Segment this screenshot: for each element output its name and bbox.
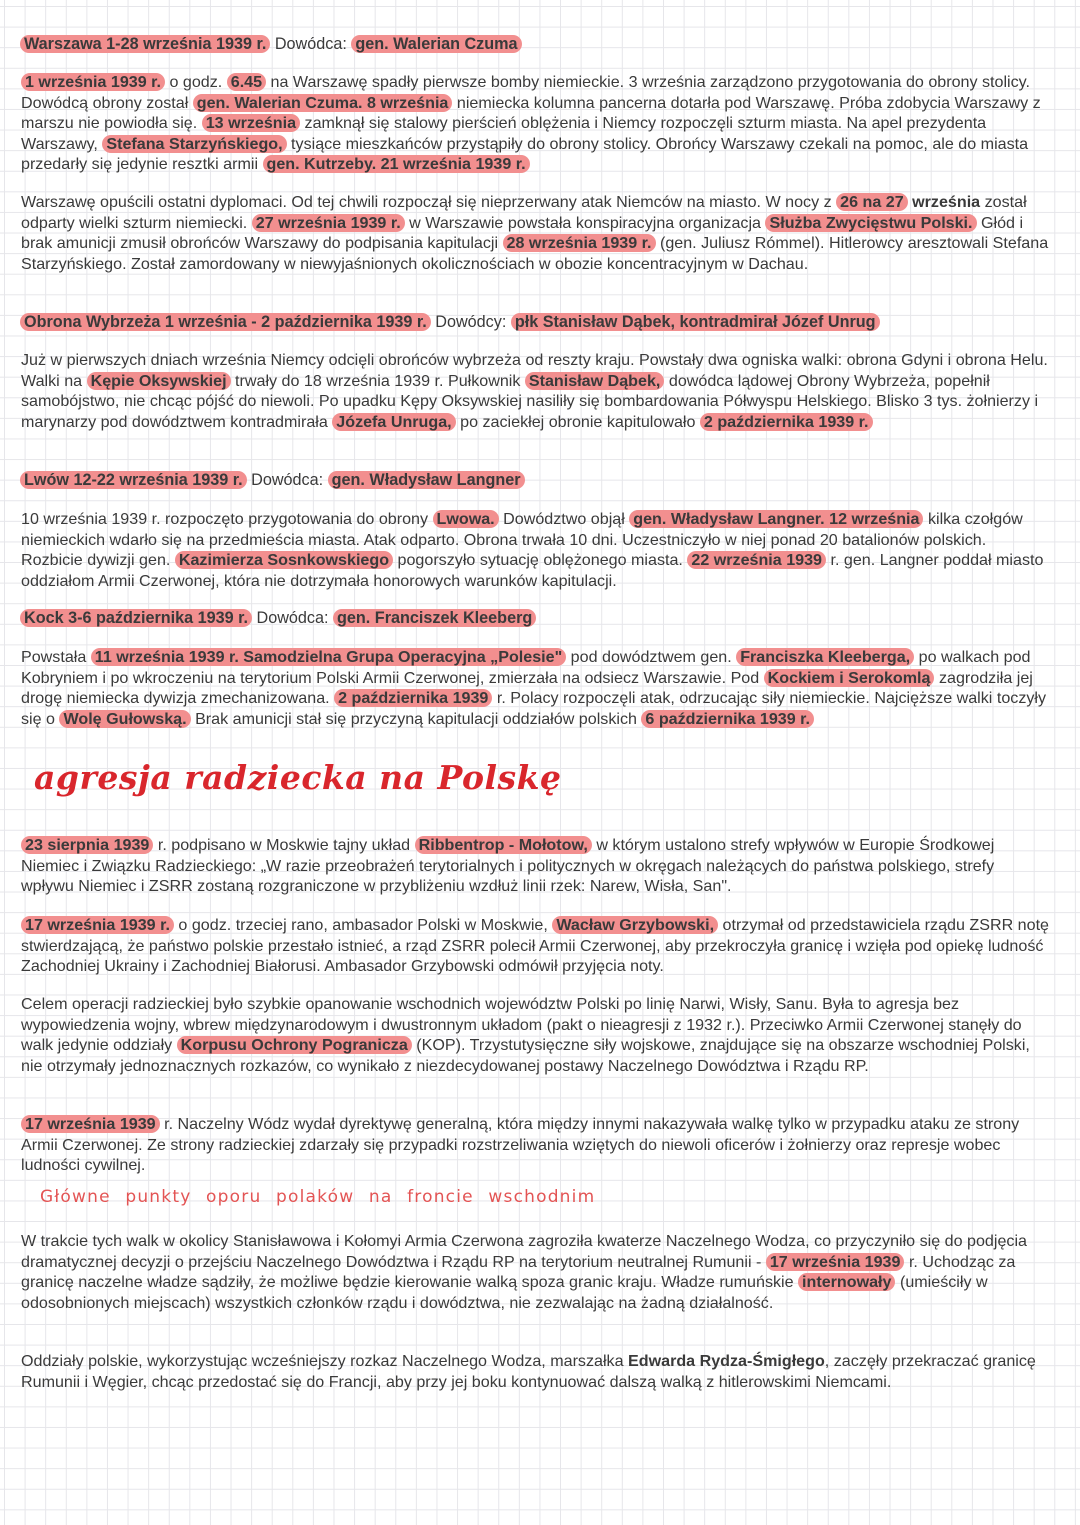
paragraph-lwow: 10 września 1939 r. rozpoczęto przygotowania do obrony Lwowa. Dowództwo objął gen. Władysław Langner. 12 września kilka czołgów niemieckich wdarło się na przedmieścia miasta. Atak odparto. Obrona trwała 10 dni. Uczestniczyło w niej ponad 20 batalionów polskich. Rozbicie dywizji gen. Kazimierza Sosnkowskiego pogorszyło sytuację oblężonego miasta. 22 września 1939 r. gen. Langner poddał miasto oddziałom Armii Czerwonej, która nie dotrzymała honorowych warunków kapitulacji. [21, 510, 1044, 590]
paragraph-agresja-3: Celem operacji radzieckiej było szybkie opanowanie wschodnich województw Polski po linię Narwi, Wisły, Sanu. Była to agresja bez wypowiedzenia wojny, wbrew międzynarodowym i dwustronnym układom (pakt o nieagresji z 1932 r.). Przeciwko Armii Czerwonej stanęły do walk jedynie oddziały Korpusu Ochrony Pogranicza (KOP). Trzystutysięczne siły wojskowe, znajdujące się na obszarze wschodniej Polski, nie otrzymały jednoznacznych rozkazów, co wynikało z niezdecydowanej postawy Naczelnego Dowództwa i Rządu RP. [21, 995, 1030, 1075]
paragraph-agresja-1: 23 sierpnia 1939 r. podpisano w Moskwie tajny układ Ribbentrop - Mołotow, w którym ustalono strefy wpływów w Europie Środkowej Niemiec i Związku Radzieckiego: „W razie przeobrażeń terytorialnych i politycznych w okręgach należących do państwa polskiego, strefy wpływu Niemiec i ZSRR zostaną rozgraniczone w przybliżeniu wzdłuż linii rzek: Narew, Wisła, San". [21, 836, 995, 895]
heading-kock-date: Kock 3-6 października 1939 r. [20, 609, 252, 627]
paragraph-warszawa-2: Warszawę opuścili ostatni dyplomaci. Od tej chwili rozpoczął się nieprzerwany atak Niemców na miasto. W nocy z 26 na 27 września został odparty wielki szturm niemiecki. 27 września 1939 r. w Warszawie powstała konspiracyjna organizacja Służba Zwycięstwu Polski. Głód i brak amunicji zmusił obrońców Warszawy do podpisania kapitulacji 28 września 1939 r. (gen. Juliusz Rómmel). Hitlerowcy aresztowali Stefana Starzyńskiego. Został zamordowany w niewyjaśnionych okolicznościach w obozie koncentracyjnym w Dachau. [21, 193, 1049, 273]
heading-lwow [20, 470, 525, 490]
commander-name: płk Stanisław Dąbek, kontradmirał Józef Unrug [511, 313, 880, 331]
paragraph-kock: Powstała 11 września 1939 r. Samodzielna Grupa Operacyjna „Polesie" pod dowództwem gen. Franciszka Kleeberga, po walkach pod Kobryniem i po wkroczeniu na terytorium Polski Armii Czerwonej, zmierzała na odsiecz Warszawie. Pod Kockiem i Serokomlą zagrodziła jej drogę niemiecka dywizja zmechanizowana. 2 października 1939 r. Polacy rozpoczęli atak, odrzucając siły niemieckie. Najcięższe walki toczyły się o Wolę Gułowską. Brak amunicji stał się przyczyną kapitulacji oddziałów polskich 6 października 1939 r. [21, 648, 1047, 728]
heading-wybrzeze-date: Obrona Wybrzeża 1 września - 2 października 1939 r. [20, 313, 431, 331]
heading-warszawa [20, 34, 522, 54]
paragraph-warszawa-1: 1 września 1939 r. o godz. 6.45 na Warszawę spadły pierwsze bomby niemieckie. 3 września zarządzono przygotowania do obrony stolicy. Dowódcą obrony został gen. Walerian Czuma. 8 września niemiecka kolumna pancerna dotarła pod Warszawę. Próba zdobycia Warszawy z marszu nie powiodła się. 13 września zamknął się stalowy pierścień oblężenia i Niemcy rozpoczęli szturm miasta. Na apel prezydenta Warszawy, Stefana Starzyńskiego, tysiące mieszkańców przystąpiły do obrony stolicy. Obrońcy Warszawy czekali na pomoc, ale do miasta przedarły się jedynie resztki armii gen. Kutrzeby. 21 września 1939 r. [21, 73, 1041, 173]
paragraph-agresja-6: Oddziały polskie, wykorzystując wcześniejszy rozkaz Naczelnego Wodza, marszałka Edwarda Rydza-Śmigłego, zaczęły przekraczać granicę Rumunii i Węgier, chcąc przedostać się do Francji, aby przy jej boku kontynuować dalszą walką z hitlerowskimi Niemcami. [21, 1352, 1036, 1391]
paragraph-agresja-5: W trakcie tych walk w okolicy Stanisławowa i Kołomyi Armia Czerwona zagroziła kwaterze Naczelnego Wodza, co przyczyniło się do podjęcia dramatycznej decyzji o przejściu Naczelnego Dowództwa i Rządu RP na terytorium neutralnej Rumunii - 17 września 1939 r. Uchodząc za granicę naczelne władze sądziły, że możliwe będzie kierowanie walką spoza granic kraju. Władze rumuńskie internowały (umieściły w odosobnionych miejscach) wszystkich członków rządu i dowództwa, nie zezwalając na żadną działalność. [21, 1232, 1027, 1312]
commander-label: Dowódca: [274, 35, 347, 53]
commander-name: gen. Walerian Czuma [351, 35, 521, 53]
commander-label: Dowódca: [256, 609, 329, 627]
heading-wybrzeze [20, 312, 880, 332]
heading-warszawa-date: Warszawa 1-28 września 1939 r. [20, 35, 270, 53]
commander-label: Dowódcy: [435, 313, 507, 331]
paragraph-agresja-2: 17 września 1939 r. o godz. trzeciej rano, ambasador Polski w Moskwie, Wacław Grzybowski, otrzymał od przedstawiciela rządu ZSRR notę stwierdzającą, że państwo polskie przestało istnieć, a rząd ZSRR polecił Armii Czerwonej, aby przekroczyła granicę i wzięła pod opiekę ludność Zachodniej Ukrainy i Zachodniej Białorusi. Ambasador Grzybowski odmówił przyjęcia noty. [21, 916, 1049, 975]
heading-lwow-date: Lwów 12-22 września 1939 r. [20, 471, 247, 489]
commander-name: gen. Władysław Langner [328, 471, 525, 489]
commander-name: gen. Franciszek Kleeberg [333, 609, 536, 627]
section-title-agresja: agresja radziecka na Polskę [34, 758, 562, 797]
paragraph-wybrzeze: Już w pierwszych dniach września Niemcy odcięli obrońców wybrzeża od reszty kraju. Powstały dwa ogniska walki: obrona Gdyni i obrona Helu. Walki na Kępie Oksywskiej trwały do 18 września 1939 r. Pułkownik Stanisław Dąbek, dowódca lądowej Obrony Wybrzeża, popełnił samobójstwo, nie chcąc pójść do niewoli. Po upadku Kępy Oksywskiej nasiliły się bombardowania Półwyspu Helskiego. Blisko 3 tys. żołnierzy i marynarzy pod dowództwem kontradmirała Józefa Unruga, po zaciekłej obronie kapitulowało 2 października 1939 r. [21, 351, 1048, 431]
subtitle-glowne-punkty: Główne punkty oporu polaków na froncie wschodnim [40, 1187, 596, 1207]
paragraph-agresja-4: 17 września 1939 r. Naczelny Wódz wydał dyrektywę generalną, która między innymi nakazywała walkę tylko w przypadku ataku ze strony Armii Czerwonej. Ze strony radzieckiej zdarzały się przypadki rozstrzeliwania wziętych do niewoli oficerów i żołnierzy oraz represje wobec ludności cywilnej. [21, 1115, 1020, 1174]
commander-label: Dowódca: [251, 471, 324, 489]
heading-kock [20, 608, 536, 628]
